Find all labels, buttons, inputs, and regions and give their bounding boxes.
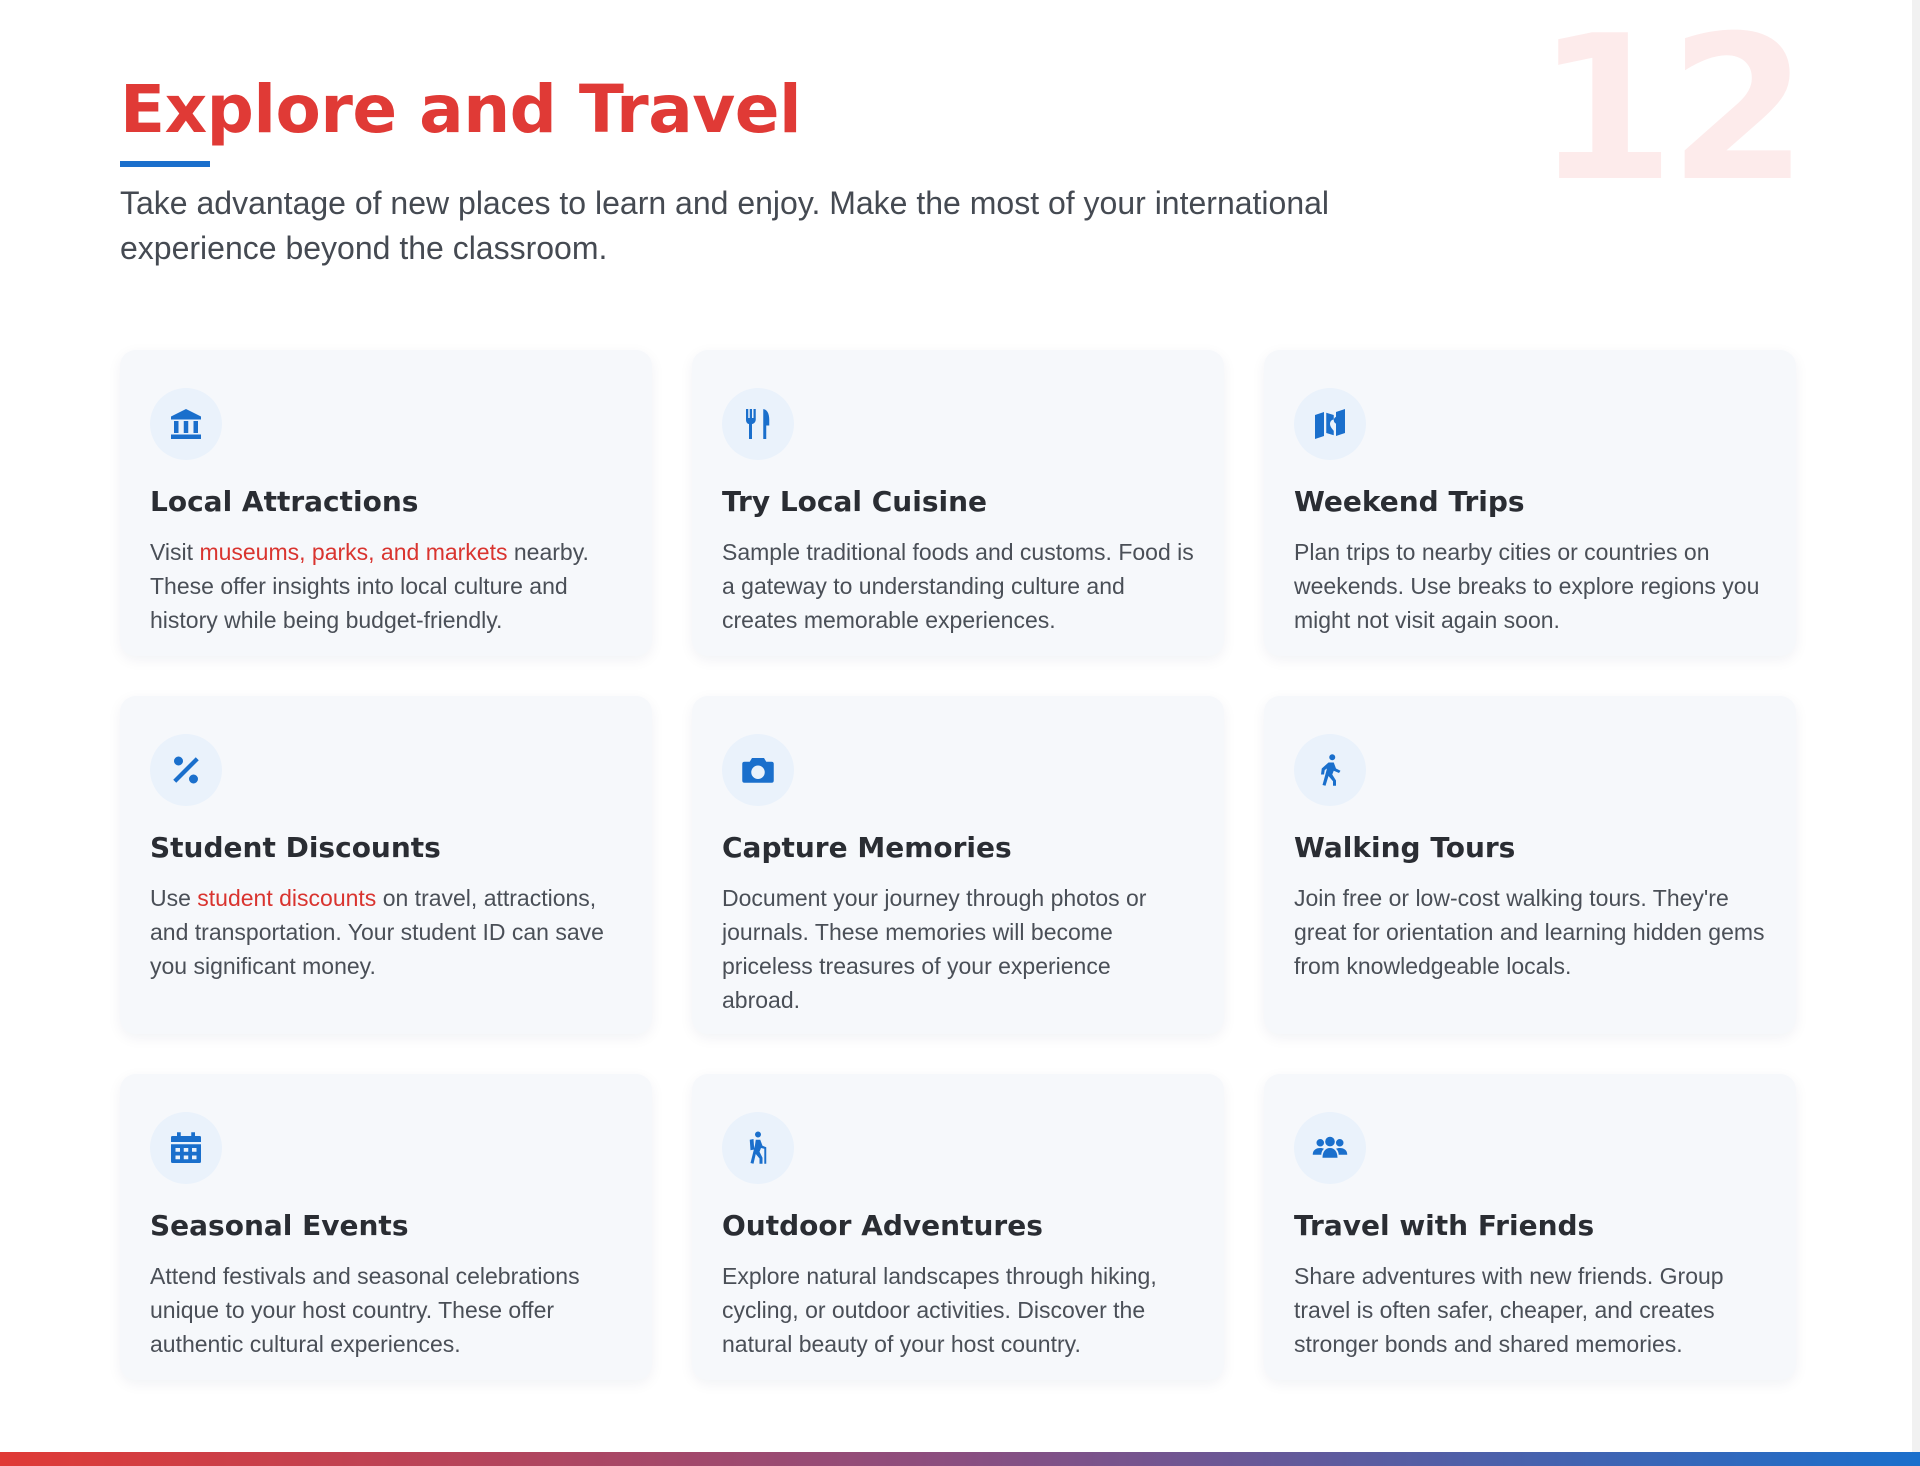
card-description: Document your journey through photos or journals. These memories will become priceless treasures of your experience abroad. xyxy=(722,885,1147,1013)
card-description: Use student discounts on travel, attractions, and transportation. Your student ID can save you significant money. xyxy=(150,885,604,979)
camera-icon xyxy=(722,734,794,806)
percent-icon xyxy=(150,734,222,806)
card-title: Student Discounts xyxy=(150,831,441,864)
card-title: Capture Memories xyxy=(722,831,1012,864)
card-seasonal-events xyxy=(120,1074,652,1380)
calendar-icon xyxy=(150,1112,222,1184)
walking-icon xyxy=(1294,734,1366,806)
bottom-gradient-bar xyxy=(0,1452,1920,1466)
card-local-attractions xyxy=(120,350,652,656)
card-weekend-trips xyxy=(1264,350,1796,656)
map-icon xyxy=(1294,388,1366,460)
tips-grid xyxy=(120,350,1800,1380)
highlight-text: student discounts xyxy=(197,885,377,911)
card-title: Travel with Friends xyxy=(1294,1209,1595,1242)
card-capture-memories xyxy=(692,696,1224,1034)
page-subtitle: Take advantage of new places to learn and enjoy. Make the most of your international experience beyond the classroom. xyxy=(120,185,1330,266)
utensils-icon xyxy=(722,388,794,460)
card-description: Attend festivals and seasonal celebrations unique to your host country. These offer authentic cultural experiences. xyxy=(150,1263,580,1357)
landmark-icon xyxy=(150,388,222,460)
page-title: Explore and Travel xyxy=(120,71,802,148)
card-student-discounts xyxy=(120,696,652,1034)
card-outdoor-adventures xyxy=(692,1074,1224,1380)
card-title: Local Attractions xyxy=(150,485,419,518)
card-description: Share adventures with new friends. Group travel is often safer, cheaper, and creates stronger bonds and shared memories. xyxy=(1294,1263,1724,1357)
card-description: Join free or low-cost walking tours. They're great for orientation and learning hidden gems from knowledgeable locals. xyxy=(1294,885,1765,979)
card-walking-tours xyxy=(1264,696,1796,1034)
highlight-text: museums, parks, and markets xyxy=(199,539,508,565)
card-travel-with-friends xyxy=(1264,1074,1796,1380)
page-number: 12 xyxy=(1535,0,1802,226)
card-title: Weekend Trips xyxy=(1294,485,1525,518)
card-description: Explore natural landscapes through hiking, cycling, or outdoor activities. Discover the natural beauty of your host country. xyxy=(722,1263,1157,1357)
hiking-icon xyxy=(722,1112,794,1184)
card-try-local-cuisine xyxy=(692,350,1224,656)
page-edge-strip xyxy=(1912,0,1920,1452)
card-title: Outdoor Adventures xyxy=(722,1209,1043,1242)
card-title: Seasonal Events xyxy=(150,1209,409,1242)
card-title: Try Local Cuisine xyxy=(722,485,988,518)
card-title: Walking Tours xyxy=(1294,831,1516,864)
card-description: Visit museums, parks, and markets nearby. These offer insights into local culture and history while being budget-friendly. xyxy=(150,539,589,633)
users-icon xyxy=(1294,1112,1366,1184)
title-underline xyxy=(120,161,210,167)
card-description: Sample traditional foods and customs. Food is a gateway to understanding culture and creates memorable experiences. xyxy=(722,539,1194,633)
card-description: Plan trips to nearby cities or countries on weekends. Use breaks to explore regions you might not visit again soon. xyxy=(1294,539,1760,633)
